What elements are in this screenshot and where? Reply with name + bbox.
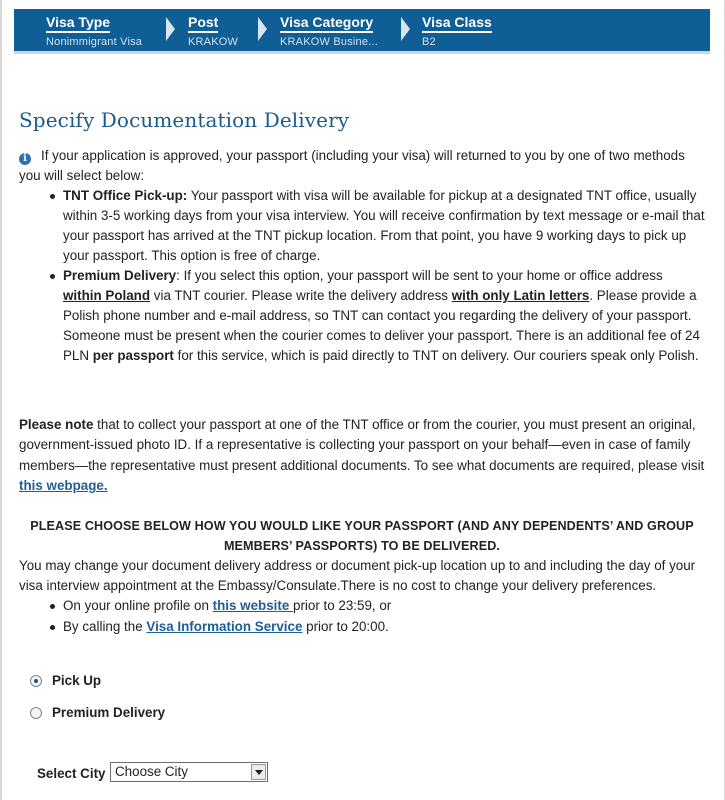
latin-letters-text: with only Latin letters xyxy=(451,288,590,303)
premium-delivery-option-label[interactable]: Premium Delivery xyxy=(52,705,166,720)
breadcrumb-value: KRAKOW xyxy=(188,36,239,48)
online-prefix: On your online profile on xyxy=(63,598,213,613)
breadcrumb-title[interactable]: Post xyxy=(188,14,218,33)
chevron-right-icon xyxy=(258,17,267,41)
intro-paragraph xyxy=(19,146,705,186)
pickup-option-label[interactable]: Pick Up xyxy=(52,673,102,688)
breadcrumb-value: B2 xyxy=(422,36,436,48)
intro-text: If your application is approved, your passport (including your visa) will returned to you by one of two methods you will select below: xyxy=(19,148,685,183)
select-city-label: Select City xyxy=(37,766,106,781)
premium-text: via TNT courier. Please write the delivery address xyxy=(150,288,452,303)
change-methods-list xyxy=(19,596,391,637)
chevron-right-icon xyxy=(401,17,410,41)
breadcrumb-value: Nonimmigrant Visa xyxy=(46,36,143,48)
breadcrumb-title[interactable]: Visa Type xyxy=(46,14,110,33)
pickup-radio[interactable] xyxy=(30,675,42,687)
delivery-methods-list xyxy=(19,186,705,366)
breadcrumb-title[interactable]: Visa Class xyxy=(422,14,492,33)
city-select-value[interactable]: Choose City xyxy=(115,764,188,779)
premium-label: Premium Delivery xyxy=(63,268,177,283)
breadcrumb-title[interactable]: Visa Category xyxy=(280,14,373,33)
premium-text: . Please provide a Polish phone number and e-mail address, so TNT can contact you regarding the delivery of your passport. Someone must be present when the courier comes to deliver your passport. There is an additional fee of 24 PLN xyxy=(63,288,700,363)
city-select[interactable] xyxy=(110,762,268,782)
per-passport-text: per passport xyxy=(92,348,174,363)
page-frame-left xyxy=(0,0,2,800)
this-webpage-link[interactable]: this webpage. xyxy=(19,478,108,494)
this-website-link[interactable]: this website xyxy=(212,598,293,613)
online-suffix: prior to 23:59, or xyxy=(293,598,392,613)
breadcrumb xyxy=(14,9,710,54)
breadcrumb-value: KRAKOW Busine... xyxy=(280,36,378,48)
note-paragraph xyxy=(19,415,709,497)
premium-delivery-radio[interactable] xyxy=(30,707,42,719)
list-item xyxy=(63,266,705,366)
within-poland-text: within Poland xyxy=(63,288,151,303)
pickup-option[interactable] xyxy=(30,673,101,688)
list-item xyxy=(63,617,391,638)
pickup-label: TNT Office Pick-up: xyxy=(63,188,188,203)
premium-text: for this service, which is paid directly to TNT on delivery. Our couriers speak only Polish. xyxy=(173,348,699,363)
choose-heading: PLEASE CHOOSE BELOW HOW YOU WOULD LIKE YOUR PASSPORT (AND ANY DEPENDENTS’ AND GROUP MEMBERS’ PASSPORTS) TO BE DELIVERED. xyxy=(30,519,694,553)
call-prefix: By calling the xyxy=(63,618,147,634)
info-icon: i xyxy=(19,153,31,165)
visa-information-service-link[interactable]: Visa Information Service xyxy=(146,618,303,634)
premium-delivery-option[interactable] xyxy=(30,705,165,720)
note-label: Please note xyxy=(19,417,94,432)
dropdown-arrow-icon[interactable] xyxy=(251,764,266,780)
page-title: Specify Documentation Delivery xyxy=(19,108,350,132)
list-item xyxy=(63,596,391,617)
pickup-text: Your passport with visa will be available for pickup at a designated TNT office, usually within 3-5 working days from your visa interview. You will receive confirmation by text message or e-mail that your passport has arrived at the TNT pickup location. From that point, you have 9 working days to pick up your passport. This option is free of charge. xyxy=(63,188,705,263)
delivery-info xyxy=(19,146,705,366)
chevron-right-icon xyxy=(166,17,175,41)
note-text: that to collect your passport at one of the TNT office or from the courier, you must present an original, government-issued photo ID. If a representative is collecting your passport on your behalf—even in case of family members—the representative must present additional documents. To see what documents are required, please visit xyxy=(19,417,705,473)
premium-text: : If you select this option, your passport will be sent to your home or office address xyxy=(176,268,663,283)
call-suffix: prior to 20:00. xyxy=(302,618,389,634)
change-paragraph: You may change your document delivery address or document pick-up location up to and including the day of your visa interview appointment at the Embassy/Consulate.There is no cost to change your delivery preferences. xyxy=(19,558,696,593)
list-item xyxy=(63,186,705,266)
